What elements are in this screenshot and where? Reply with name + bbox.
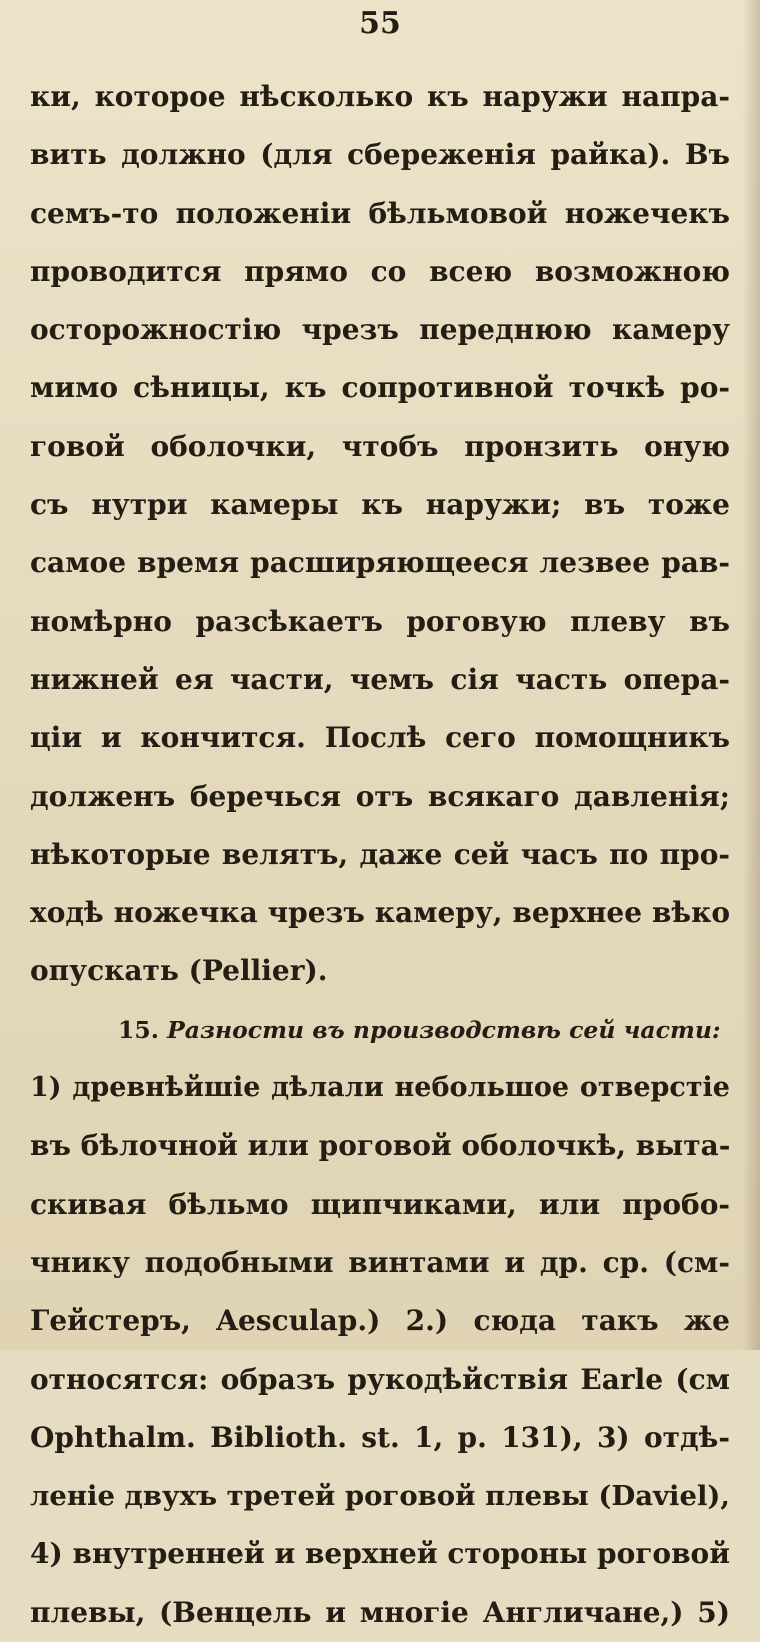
text-line: скивая бѣльмо щипчиками, или пробо- xyxy=(30,1187,730,1221)
text-line: вить должно (для сбереженія райка). Въ xyxy=(30,138,730,172)
text-line: чнику подобными винтами и др. ср. (см- xyxy=(30,1245,730,1279)
text-line: ходѣ ножечка чрезъ камеру, верхнее вѣко xyxy=(30,896,730,930)
text-line: въ бѣлочной или роговой оболочкѣ, выта- xyxy=(30,1129,731,1163)
text-line: ціи и кончится. Послѣ сего помощникъ xyxy=(30,721,730,755)
text-line: нѣкоторые велятъ, даже сей часъ по про- xyxy=(30,837,730,871)
text-line: нижней ея части, чемъ сія часть опера- xyxy=(30,662,730,696)
text-line: говой оболочки, чтобъ пронзить оную xyxy=(30,429,730,463)
page-edge-shadow xyxy=(742,0,760,1350)
section-number: 15. xyxy=(118,1015,159,1044)
text-line: семъ-то положеніи бѣльмовой ножечекъ xyxy=(30,196,730,230)
section-heading xyxy=(30,1001,730,1059)
body-text xyxy=(30,68,730,1642)
text-line: мимо сѣницы, къ сопротивной точкѣ ро- xyxy=(30,371,730,405)
text-line: леніе двухъ третей роговой плевы (Daviel), xyxy=(30,1480,730,1513)
text-line: долженъ беречься отъ всякаго давленія; xyxy=(30,779,730,813)
section-title: Разности въ производствѣ сей части: xyxy=(167,1015,721,1044)
text-line: 4) внутренней и верхней стороны роговой xyxy=(30,1537,730,1571)
text-line: относятся: образъ рукодѣйствія Earle (см xyxy=(30,1362,730,1396)
text-line: съ нутри камеры къ наружи; въ тоже xyxy=(30,488,730,522)
text-line: 1) древнѣйшіе дѣлали небольшое отверстіе xyxy=(30,1072,730,1104)
text-line: Ophthalm. Biblioth. st. 1, p. 131), 3) отдѣ- xyxy=(30,1420,730,1454)
text-line: ки, которое нѣсколько къ наружи напра- xyxy=(30,80,730,113)
text-line: осторожностію чрезъ переднюю камеру xyxy=(30,313,730,347)
text-line: плевы, (Венцель и многіе Англичане,) 5) xyxy=(30,1595,730,1629)
page-number: 55 xyxy=(359,6,401,41)
text-line: самое время расширяющееся лезвее рав- xyxy=(30,546,730,580)
text-line: проводится прямо со всею возможною xyxy=(30,254,730,288)
text-line: Гейстеръ, Aesculap.) 2.) сюда такъ же xyxy=(30,1304,730,1338)
text-line: номѣрно разсѣкаетъ роговую плеву въ xyxy=(30,604,730,638)
text-line: опускать (Pellier). xyxy=(30,954,328,988)
